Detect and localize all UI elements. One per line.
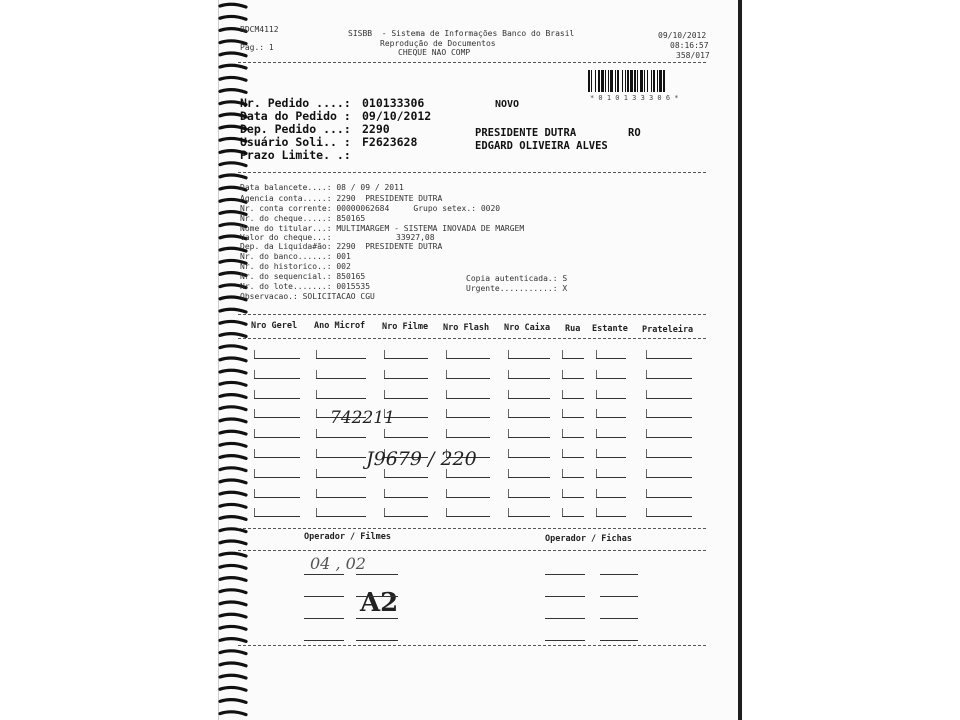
grid-slot bbox=[254, 417, 300, 418]
grid-slot bbox=[446, 398, 490, 399]
grid-slot bbox=[646, 378, 692, 379]
grid-slot-tick bbox=[446, 390, 447, 398]
grid-slot-tick bbox=[508, 429, 509, 437]
grid-slot-tick bbox=[596, 409, 597, 417]
col-ano-microf: Ano Microf bbox=[314, 321, 366, 331]
grid-slot-tick bbox=[562, 489, 563, 497]
usuario-label: Usuário Soli.. : bbox=[240, 135, 358, 149]
grid-slot bbox=[254, 358, 300, 359]
grid-slot-tick bbox=[446, 508, 447, 516]
grid-slot-tick bbox=[508, 469, 509, 477]
grid-slot-tick bbox=[508, 370, 509, 378]
grid-slot bbox=[254, 457, 300, 458]
grid-slot bbox=[384, 398, 428, 399]
detail-balancete: Data balancete....: 08 / 09 / 2011 bbox=[240, 183, 404, 192]
grid-slot bbox=[446, 516, 490, 517]
col-nro-caixa: Nro Caixa bbox=[504, 323, 551, 333]
grid-slot bbox=[384, 358, 428, 359]
grid-slot-tick bbox=[384, 489, 385, 497]
grid-slot-tick bbox=[646, 508, 647, 516]
grid-slot-tick bbox=[562, 409, 563, 417]
detail-urgente: Urgente...........: X bbox=[466, 284, 568, 293]
grid-slot bbox=[508, 398, 550, 399]
grid-slot bbox=[254, 378, 300, 379]
dep-pedido-uf: RO bbox=[628, 127, 641, 139]
operator-film-line bbox=[356, 618, 398, 619]
dep-pedido-label: Dep. Pedido ...: bbox=[240, 122, 358, 136]
grid-slot bbox=[562, 437, 584, 438]
detail-lote: Nr. do lote.......: 0015535 bbox=[240, 282, 371, 291]
operador-fichas-label: Operador / Fichas bbox=[545, 534, 632, 544]
grid-slot bbox=[508, 457, 550, 458]
grid-slot-tick bbox=[508, 350, 509, 358]
grid-slot-tick bbox=[384, 390, 385, 398]
grid-slot-tick bbox=[254, 449, 255, 457]
grid-slot-tick bbox=[316, 469, 317, 477]
grid-slot bbox=[562, 477, 584, 478]
grid-slot bbox=[316, 358, 366, 359]
grid-slot bbox=[596, 477, 626, 478]
operator-card-line bbox=[600, 574, 638, 575]
grid-slot bbox=[508, 497, 550, 498]
grid-slot bbox=[596, 358, 626, 359]
grid-slot bbox=[508, 477, 550, 478]
col-nro-flash: Nro Flash bbox=[443, 323, 490, 333]
grid-slot bbox=[596, 516, 626, 517]
grid-slot bbox=[254, 398, 300, 399]
operator-film-line bbox=[356, 596, 398, 597]
grid-slot-tick bbox=[316, 350, 317, 358]
data-pedido-value: 09/10/2012 bbox=[362, 109, 432, 123]
operator-film-line bbox=[304, 574, 344, 575]
detail-titular: Nome do titular...: MULTIMARGEM - SISTEMA INOVADA DE MARGEM bbox=[240, 224, 525, 233]
grid-slot bbox=[384, 437, 428, 438]
col-estante: Estante bbox=[592, 324, 628, 334]
grid-slot bbox=[316, 457, 366, 458]
divider bbox=[238, 338, 706, 339]
header-time: 08:16:57 bbox=[670, 41, 709, 50]
nr-pedido-label: Nr. Pedido ....: bbox=[240, 96, 358, 110]
dep-pedido-value: 2290 bbox=[362, 122, 390, 136]
grid-slot bbox=[562, 358, 584, 359]
grid-slot-tick bbox=[316, 489, 317, 497]
grid-slot-tick bbox=[562, 370, 563, 378]
grid-slot-tick bbox=[508, 390, 509, 398]
grid-slot-tick bbox=[596, 370, 597, 378]
grid-slot bbox=[446, 477, 490, 478]
operator-film-line bbox=[356, 640, 398, 641]
grid-slot bbox=[508, 516, 550, 517]
grid-slot-tick bbox=[596, 489, 597, 497]
grid-slot-tick bbox=[562, 429, 563, 437]
grid-slot-tick bbox=[254, 508, 255, 516]
grid-slot-tick bbox=[384, 350, 385, 358]
detail-historico: Nr. do historico..: 002 bbox=[240, 262, 351, 271]
detail-valor: 33927,08 bbox=[396, 233, 435, 242]
grid-slot-tick bbox=[646, 390, 647, 398]
grid-slot bbox=[646, 398, 692, 399]
grid-slot-tick bbox=[254, 489, 255, 497]
page-number: Pag.: 1 bbox=[240, 43, 274, 52]
operator-card-line bbox=[545, 596, 585, 597]
grid-slot-tick bbox=[446, 429, 447, 437]
col-prateleira: Prateleira bbox=[642, 325, 694, 335]
grid-slot-tick bbox=[508, 508, 509, 516]
grid-slot bbox=[254, 516, 300, 517]
grid-slot bbox=[508, 378, 550, 379]
grid-slot-tick bbox=[562, 449, 563, 457]
grid-slot bbox=[316, 497, 366, 498]
grid-slot-tick bbox=[508, 409, 509, 417]
operator-film-line bbox=[304, 596, 344, 597]
grid-slot-tick bbox=[254, 469, 255, 477]
grid-slot-tick bbox=[562, 469, 563, 477]
grid-slot bbox=[646, 497, 692, 498]
grid-slot bbox=[384, 516, 428, 517]
grid-slot-tick bbox=[316, 508, 317, 516]
detail-conta: Nr. conta corrente: 00000062684 Grupo setex.: 0020 bbox=[240, 204, 501, 213]
grid-slot-tick bbox=[562, 390, 563, 398]
operator-film-line bbox=[304, 640, 344, 641]
grid-slot bbox=[562, 497, 584, 498]
grid-slot bbox=[646, 417, 692, 418]
grid-slot-tick bbox=[646, 469, 647, 477]
grid-slot-tick bbox=[384, 508, 385, 516]
grid-slot-tick bbox=[646, 350, 647, 358]
document-type: CHEQUE NAO COMP bbox=[398, 48, 471, 57]
grid-slot bbox=[596, 497, 626, 498]
prazo-label: Prazo Limite. .: bbox=[240, 148, 351, 162]
status-value: NOVO bbox=[495, 99, 520, 110]
grid-slot bbox=[316, 398, 366, 399]
page-edge bbox=[738, 0, 742, 720]
col-rua: Rua bbox=[565, 324, 581, 334]
grid-slot-tick bbox=[446, 370, 447, 378]
grid-slot-tick bbox=[254, 350, 255, 358]
operator-film-line bbox=[304, 618, 344, 619]
col-nro-gerel: Nro Gerel bbox=[251, 321, 298, 331]
grid-slot-tick bbox=[446, 350, 447, 358]
grid-slot bbox=[446, 378, 490, 379]
grid-slot-tick bbox=[646, 449, 647, 457]
grid-slot bbox=[508, 358, 550, 359]
usuario-name: EDGARD OLIVEIRA ALVES bbox=[475, 140, 608, 152]
grid-slot bbox=[508, 417, 550, 418]
divider bbox=[238, 314, 706, 315]
grid-slot bbox=[646, 358, 692, 359]
grid-slot bbox=[596, 437, 626, 438]
grid-slot-tick bbox=[254, 429, 255, 437]
grid-slot-tick bbox=[508, 449, 509, 457]
grid-slot bbox=[562, 417, 584, 418]
barcode bbox=[586, 70, 710, 92]
grid-slot-tick bbox=[646, 489, 647, 497]
detail-valor-label: Valor do cheque...: bbox=[240, 233, 332, 242]
handwritten-operator: 04 , 02 bbox=[310, 554, 366, 573]
grid-slot bbox=[562, 378, 584, 379]
divider bbox=[238, 62, 706, 63]
header-ref: 358/017 bbox=[676, 51, 710, 60]
grid-slot bbox=[254, 437, 300, 438]
grid-slot bbox=[562, 398, 584, 399]
operator-card-line bbox=[600, 618, 638, 619]
grid-slot-tick bbox=[446, 489, 447, 497]
system-title: SISBB - Sistema de Informações Banco do Brasil bbox=[348, 29, 575, 38]
grid-slot-tick bbox=[508, 489, 509, 497]
grid-slot-tick bbox=[646, 370, 647, 378]
grid-slot-tick bbox=[562, 350, 563, 358]
grid-slot bbox=[446, 437, 490, 438]
grid-slot bbox=[596, 398, 626, 399]
dep-pedido-name: PRESIDENTE DUTRA bbox=[475, 127, 577, 139]
operador-filmes-label: Operador / Filmes bbox=[304, 532, 391, 542]
detail-liquidacao: Dep. da Liquida#ão: 2290 PRESIDENTE DUTRA bbox=[240, 242, 443, 251]
grid-slot-tick bbox=[596, 469, 597, 477]
divider bbox=[238, 550, 706, 551]
divider bbox=[238, 172, 706, 173]
system-code: BDCM4112 bbox=[240, 25, 279, 34]
grid-slot bbox=[646, 516, 692, 517]
grid-slot-tick bbox=[646, 429, 647, 437]
grid-slot-tick bbox=[596, 350, 597, 358]
grid-slot bbox=[384, 378, 428, 379]
grid-slot bbox=[596, 378, 626, 379]
operator-card-line bbox=[545, 618, 585, 619]
grid-slot bbox=[646, 437, 692, 438]
detail-agencia: Agencia conta.....: 2290 PRESIDENTE DUTRA bbox=[240, 194, 443, 203]
grid-slot bbox=[446, 417, 490, 418]
grid-slot-tick bbox=[316, 429, 317, 437]
operator-card-line bbox=[600, 640, 638, 641]
grid-slot bbox=[316, 378, 366, 379]
grid-slot bbox=[384, 477, 428, 478]
grid-slot-tick bbox=[316, 449, 317, 457]
detail-copia: Copia autenticada.: S bbox=[466, 274, 568, 283]
grid-slot bbox=[446, 497, 490, 498]
divider bbox=[238, 645, 706, 646]
operator-card-line bbox=[545, 640, 585, 641]
grid-slot bbox=[254, 497, 300, 498]
usuario-value: F2623628 bbox=[362, 135, 418, 149]
grid-slot-tick bbox=[384, 429, 385, 437]
grid-slot-tick bbox=[446, 409, 447, 417]
operator-card-line bbox=[600, 596, 638, 597]
system-subtitle: Reprodução de Documentos bbox=[380, 39, 496, 48]
grid-slot-tick bbox=[316, 390, 317, 398]
grid-slot-tick bbox=[254, 370, 255, 378]
grid-slot bbox=[254, 477, 300, 478]
grid-slot bbox=[508, 437, 550, 438]
grid-slot bbox=[596, 417, 626, 418]
grid-slot-tick bbox=[562, 508, 563, 516]
grid-slot-tick bbox=[646, 409, 647, 417]
handwritten-number: 742211 bbox=[330, 408, 395, 428]
detail-banco: Nr. do banco......: 001 bbox=[240, 252, 351, 261]
grid-slot-tick bbox=[316, 409, 317, 417]
barcode-text: * 0 1 0 1 3 3 3 0 6 * bbox=[590, 94, 679, 102]
grid-slot-tick bbox=[596, 429, 597, 437]
grid-slot bbox=[562, 516, 584, 517]
detail-sequencial: Nr. do sequencial.: 850165 bbox=[240, 272, 366, 281]
grid-slot bbox=[446, 358, 490, 359]
grid-slot bbox=[596, 457, 626, 458]
detail-observacao: Observacao.: SOLICITACAO CGU bbox=[240, 292, 375, 301]
nr-pedido-value: 010133306 bbox=[362, 96, 425, 110]
header-date: 09/10/2012 bbox=[658, 31, 707, 40]
grid-slot bbox=[316, 437, 366, 438]
operator-film-line bbox=[356, 574, 398, 575]
grid-slot-tick bbox=[596, 508, 597, 516]
grid-slot-tick bbox=[596, 390, 597, 398]
grid-slot bbox=[316, 516, 366, 517]
grid-slot-tick bbox=[316, 370, 317, 378]
detail-cheque: Nr. do cheque.....: 850165 bbox=[240, 214, 366, 223]
grid-slot-tick bbox=[596, 449, 597, 457]
grid-slot-tick bbox=[384, 370, 385, 378]
grid-slot bbox=[562, 457, 584, 458]
handwritten-mark: A2 bbox=[360, 588, 399, 618]
operator-card-line bbox=[545, 574, 585, 575]
grid-slot bbox=[646, 457, 692, 458]
grid-slot bbox=[646, 477, 692, 478]
grid-slot bbox=[316, 477, 366, 478]
grid-slot-tick bbox=[254, 390, 255, 398]
col-nro-filme: Nro Filme bbox=[382, 322, 429, 332]
handwritten-reference: J9679 / 220 bbox=[366, 448, 477, 470]
grid-slot-tick bbox=[254, 409, 255, 417]
divider bbox=[238, 528, 706, 529]
data-pedido-label: Data do Pedido : bbox=[240, 109, 358, 123]
grid-slot bbox=[384, 497, 428, 498]
